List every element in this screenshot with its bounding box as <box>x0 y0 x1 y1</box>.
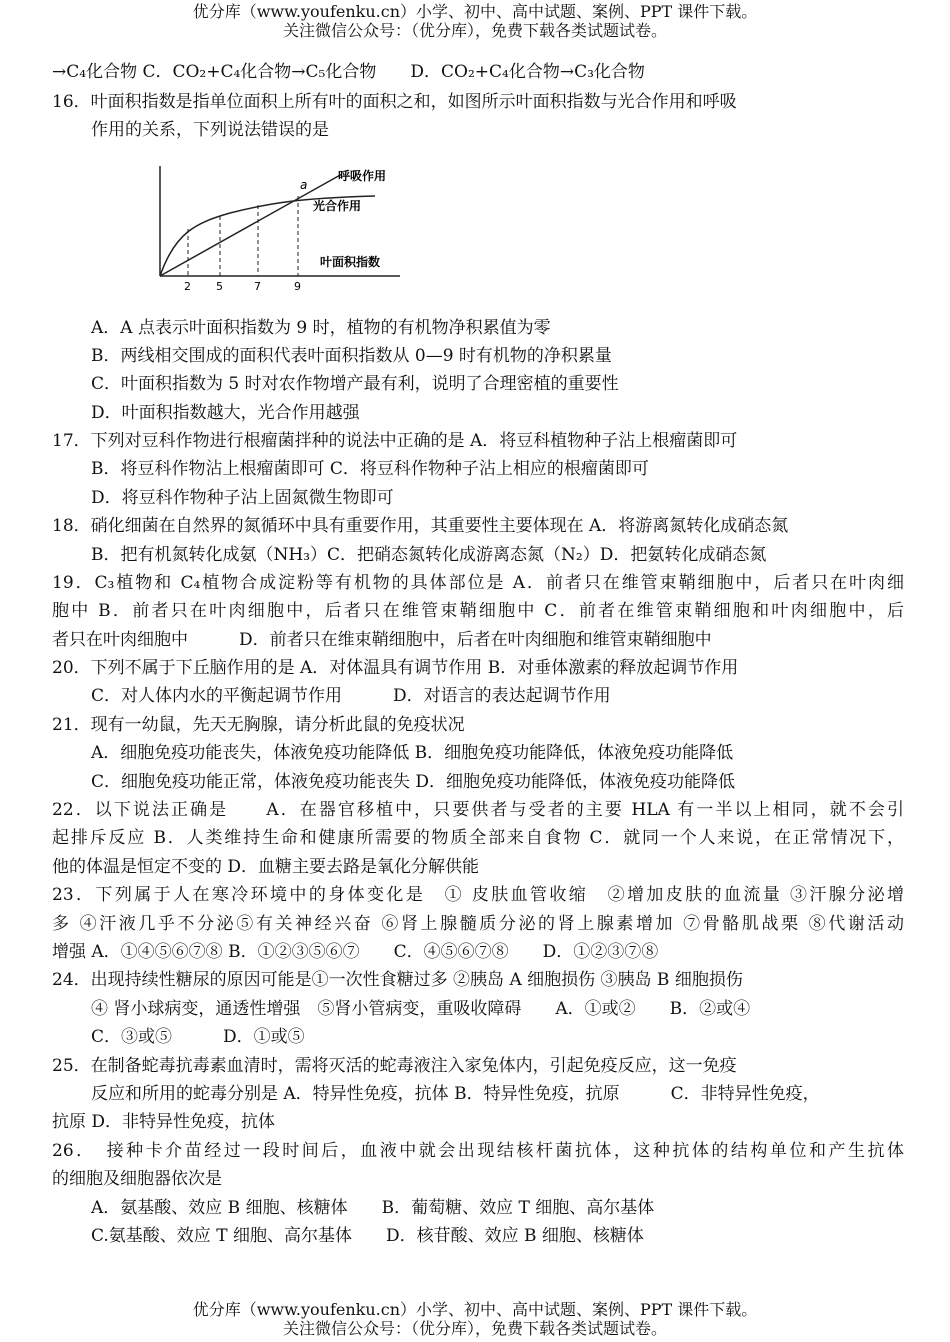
question-21: 21．现有一幼鼠，先天无胸腺，请分析此鼠的免疫状况 <box>52 715 465 735</box>
text-line: C．③或⑤ D．①或⑤ <box>91 1027 305 1047</box>
option-line: A．氨基酸、效应 B 细胞、核糖体 B．葡萄糖、效应 T 细胞、高尔基体 <box>91 1198 655 1218</box>
text-line: B．将豆科作物沾上根瘤菌即可 C．将豆科作物种子沾上相应的根瘤菌即可 <box>91 459 649 479</box>
text-line: 增强 A．①④⑤⑥⑦⑧ B．①②③⑤⑥⑦ C．④⑤⑥⑦⑧ D．①②③⑦⑧ <box>52 942 659 962</box>
header-line-2: 关注微信公众号：（优分库），免费下载各类试题试卷。 <box>282 21 667 40</box>
text-line: B．把有机氮转化成氨（NH₃）C．把硝态氮转化成游离态氮（N₂）D．把氨转化成硝态氮 <box>91 545 767 565</box>
tick-label: 9 <box>294 280 301 293</box>
question-18: 18．硝化细菌在自然界的氮循环中具有重要作用，其重要性主要体现在 A．将游离氮转化成硝态氮 <box>52 516 789 536</box>
text-line: 反应和所用的蛇毒分别是 A．特异性免疫，抗体 B．特异性免疫，抗原 C．非特异性免疫， <box>91 1084 820 1104</box>
respiration-line <box>160 174 342 276</box>
option-c: C．叶面积指数为 5 时对农作物增产最有利，说明了合理密植的重要性 <box>91 374 619 394</box>
option-line: C.氨基酸、效应 T 细胞、高尔基体 D．核苷酸、效应 B 细胞、核糖体 <box>91 1226 644 1246</box>
text-line: 者只在叶肉细胞中 D．前者只在维束鞘细胞中，后者在叶肉细胞和维管束鞘细胞中 <box>52 630 712 650</box>
text-line: ④ 肾小球病变，通透性增强 ⑤肾小管病变，重吸收障碍 A．①或② B．②或④ <box>91 999 751 1019</box>
question-23: 23．下列属于人在寒冷环境中的身体变化是 ① 皮肤血管收缩 ②增加皮肤的血流量 ③汗腺分泌增 <box>52 885 905 905</box>
question-20: 20．下列不属于下丘脑作用的是 A．对体温具有调节作用 B．对垂体激素的释放起调节作用 <box>52 658 739 678</box>
text-line: 起排斥反应 B．人类维持生命和健康所需要的物质全部来自食物 C．就同一个人来说，在正常情况下， <box>52 828 904 848</box>
text-line: 多 ④汗液几乎不分泌⑤有关神经兴奋 ⑥肾上腺髓质分泌的肾上腺素增加 ⑦骨骼肌战栗 ⑧代谢活动 <box>52 914 904 934</box>
text-line: C．细胞免疫功能正常，体液免疫功能丧失 D．细胞免疫功能降低，体液免疫功能降低 <box>91 772 736 792</box>
text-line: 胞中 B．前者只在叶肉细胞中，后者只在维管束鞘细胞中 C．前者在维管束鞘细胞和叶肉细胞中，后 <box>52 601 904 621</box>
text-line: 抗原 D．非特异性免疫，抗体 <box>52 1112 276 1132</box>
text-line: 的细胞及细胞器依次是 <box>52 1169 222 1189</box>
photosynthesis-label: 光合作用 <box>313 199 362 213</box>
question-17: 17．下列对豆科作物进行根瘤菌拌种的说法中正确的是 A．将豆科植物种子沾上根瘤菌即可 <box>52 431 738 451</box>
question-26: 26． 接种卡介苗经过一段时间后，血液中就会出现结核杆菌抗体，这种抗体的结构单位和产生抗体 <box>52 1141 904 1161</box>
text-line: C．对人体内水的平衡起调节作用 D．对语言的表达起调节作用 <box>91 686 611 706</box>
question-24: 24．出现持续性糖尿的原因可能是①一次性食糖过多 ②胰岛 A 细胞损伤 ③胰岛 B 细胞损伤 <box>52 970 743 990</box>
point-label: a <box>300 178 308 192</box>
question-19: 19．C₃植物和 C₄植物合成淀粉等有机物的具体部位是 A．前者只在维管束鞘细胞中，后者只在叶肉细 <box>52 573 904 593</box>
option-b: B．两线相交围成的面积代表叶面积指数从 0—9 时有机物的净积累量 <box>91 346 612 366</box>
question-25: 25．在制备蛇毒抗毒素血清时，需将灭活的蛇毒液注入家兔体内，引起免疫反应，这一免疫 <box>52 1056 737 1076</box>
tick-label: 5 <box>216 280 223 293</box>
footer-line-2: 关注微信公众号：（优分库），免费下载各类试题试卷。 <box>282 1319 667 1338</box>
leaf-area-index-figure <box>150 158 410 298</box>
header-line-1: 优分库（www.youfenku.cn）小学、初中、高中试题、案例、PPT 课件下载。 <box>192 2 758 21</box>
footer-line-1: 优分库（www.youfenku.cn）小学、初中、高中试题、案例、PPT 课件下载。 <box>192 1300 758 1319</box>
text-line: A．细胞免疫功能丧失，体液免疫功能降低 B．细胞免疫功能降低，体液免疫功能降低 <box>91 743 734 763</box>
text-line: 作用的关系，下列说法错误的是 <box>91 120 329 140</box>
option-a: A．A 点表示叶面积指数为 9 时，植物的有机物净积累值为零 <box>91 318 551 338</box>
option-d: D．叶面积指数越大，光合作用越强 <box>91 403 360 423</box>
question-22: 22．以下说法正确是 A．在器官移植中，只要供者与受者的主要 HLA 有一半以上相同，就不会引 <box>52 800 904 820</box>
text-line: D．将豆科作物种子沾上固氮微生物即可 <box>91 488 394 508</box>
question-16: 16．叶面积指数是指单位面积上所有叶的面积之和，如图所示叶面积指数与光合作用和呼吸 <box>52 92 737 112</box>
tick-label: 7 <box>254 280 261 293</box>
text-line: 他的体温是恒定不变的 D．血糖主要去路是氧化分解供能 <box>52 857 480 877</box>
respiration-label: 呼吸作用 <box>338 169 387 183</box>
text-line: →C₄化合物 C．CO₂+C₄化合物→C₅化合物 D．CO₂+C₄化合物→C₃化合物 <box>52 62 645 82</box>
tick-label: 2 <box>184 280 191 293</box>
x-axis-label: 叶面积指数 <box>320 255 381 269</box>
